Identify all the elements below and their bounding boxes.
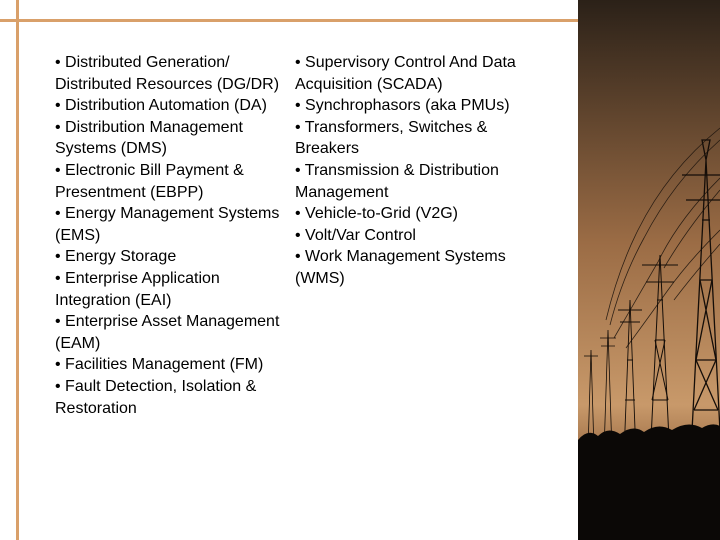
power-lines-photo (578, 0, 720, 540)
left-bullet-list (55, 52, 287, 419)
bullet-item: • Facilities Management (FM) (55, 356, 264, 374)
bullet-item: • Vehicle-to-Grid (V2G) (295, 205, 458, 223)
accent-rule-horizontal (0, 19, 578, 22)
ground (578, 424, 720, 540)
bullet-item: • Electronic Bill Payment & Presentment (EBPP) (55, 161, 244, 201)
bullet-item: • Supervisory Control And Data Acquisition (SCADA) (295, 54, 516, 93)
bullet-item: • Distribution Automation (DA) (55, 97, 267, 115)
bullet-item: • Energy Storage (55, 248, 177, 266)
bullet-item: • Distribution Management Systems (DMS) (55, 118, 243, 158)
right-bullet-list (295, 52, 535, 290)
bullet-item: • Work Management Systems (WMS) (295, 248, 506, 287)
bullet-item: • Synchrophasors (aka PMUs) (295, 97, 510, 115)
accent-rule-vertical (16, 0, 19, 540)
bullet-item: • Fault Detection, Isolation & Restoration (55, 377, 257, 417)
bullet-item: • Enterprise Asset Management (EAM) (55, 313, 280, 352)
bullet-item: • Transmission & Distribution Management (295, 161, 499, 201)
bullet-item: • Energy Management Systems (EMS) (55, 205, 280, 244)
bullet-item: • Distributed Generation/ Distributed Resources (DG/DR) (55, 54, 280, 93)
bullet-item: • Transformers, Switches & Breakers (295, 118, 488, 158)
bullet-item: • Enterprise Application Integration (EAI) (55, 269, 220, 309)
bullet-item: • Volt/Var Control (295, 226, 416, 244)
